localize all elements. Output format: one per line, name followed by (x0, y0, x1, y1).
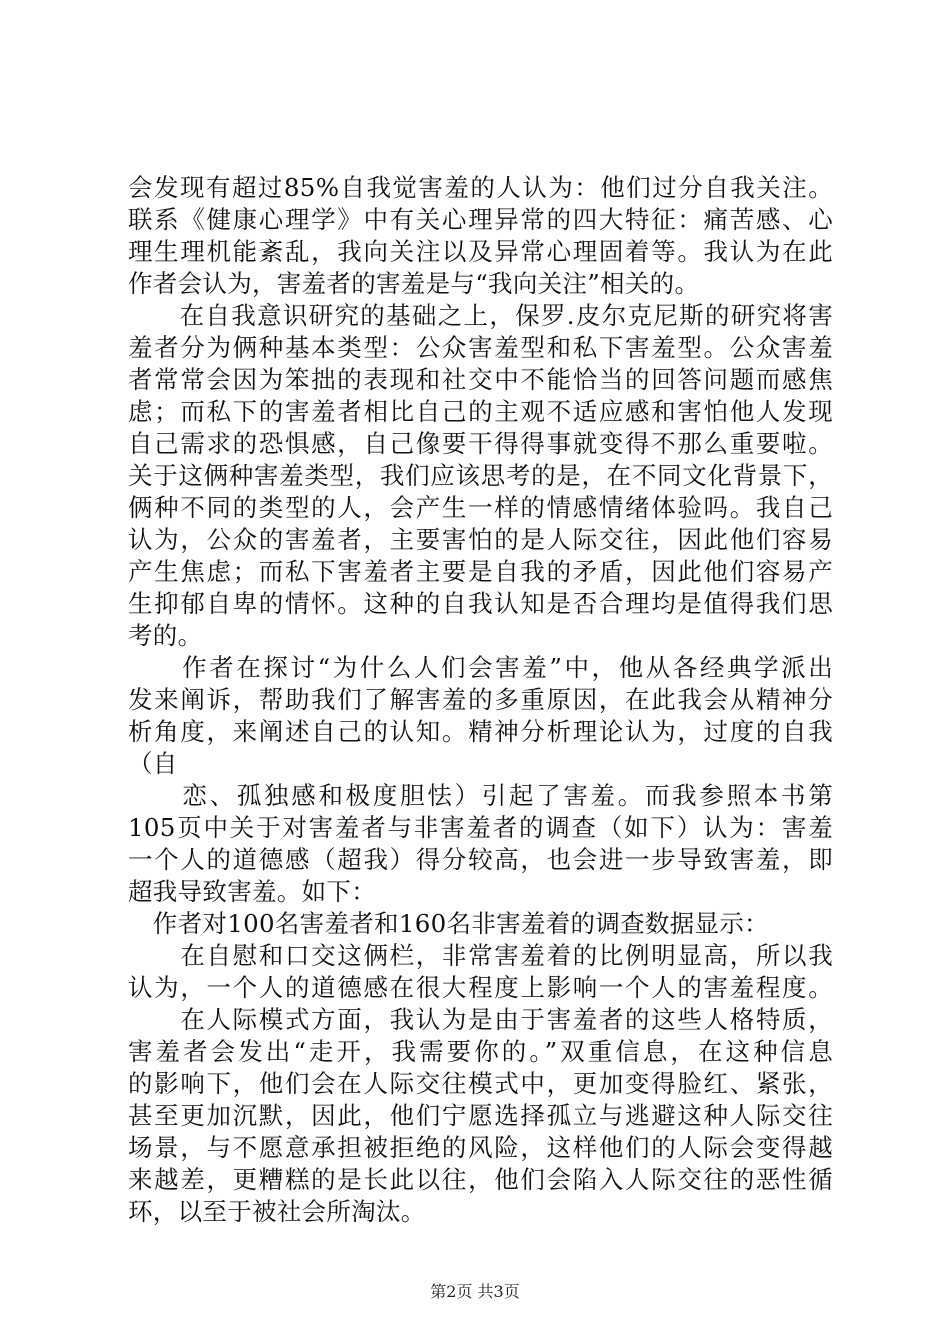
text-line: 自己需求的恐惧感，自己像要干得得事就变得不那么重要啦。 (128, 429, 833, 458)
text-line: 一个人的道德感（超我）得分较高，也会进一步导致害羞，即 (128, 845, 833, 874)
text-line: 虑；而私下的害羞者相比自己的主观不适应感和害怕他人发现 (128, 397, 833, 426)
text-line: 作者会认为，害羞者的害羞是与“我向关注”相关的。 (128, 269, 700, 298)
text-line: 105页中关于对害羞者与非害羞者的调查（如下）认为：害羞 (128, 813, 833, 842)
text-line: 关于这俩种害羞类型，我们应该思考的是，在不同文化背景下， (128, 461, 833, 490)
text-line: （自 (128, 749, 178, 778)
text-line: 场景，与不愿意承担被拒绝的风险，这样他们的人际会变得越 (128, 1133, 833, 1162)
page-footer: 第2页 共3页 (430, 1282, 520, 1301)
text-line: 产生焦虑；而私下害羞者主要是自我的矛盾，因此他们容易产 (128, 557, 833, 586)
text-line: 理生理机能紊乱，我向关注以及异常心理固着等。我认为在此 (128, 237, 833, 266)
text-line: 的影响下，他们会在人际交往模式中，更加变得脸红、紧张， (128, 1069, 833, 1098)
text-line: 作者在探讨“为什么人们会害羞”中，他从各经典学派出 (128, 653, 833, 682)
text-line: 恋、孤独感和极度胆怯）引起了害羞。而我参照本书第 (128, 781, 833, 810)
text-line: 甚至更加沉默，因此，他们宁愿选择孤立与逃避这种人际交往 (128, 1101, 833, 1130)
text-line: 发来阐诉，帮助我们了解害羞的多重原因，在此我会从精神分 (128, 685, 833, 714)
text-line: 俩种不同的类型的人，会产生一样的情感情绪体验吗。我自己 (128, 493, 833, 522)
text-line: 作者对100名害羞者和160名非害羞着的调查数据显示： (128, 909, 769, 938)
text-line: 环，以至于被社会所淘汰。 (128, 1197, 426, 1226)
text-line: 在自慰和口交这俩栏，非常害羞着的比例明显高，所以我 (128, 941, 833, 970)
text-line: 联系《健康心理学》中有关心理异常的四大特征：痛苦感、心 (128, 205, 833, 234)
text-line: 害羞者会发出“走开，我需要你的。”双重信息，在这种信息 (128, 1037, 833, 1066)
text-line: 来越差，更糟糕的是长此以往，他们会陷入人际交往的恶性循 (128, 1165, 833, 1194)
text-line: 在自我意识研究的基础之上，保罗.皮尔克尼斯的研究将害 (128, 301, 833, 330)
text-line: 析角度，来阐述自己的认知。精神分析理论认为，过度的自我 (128, 717, 833, 746)
text-line: 认为，公众的害羞者，主要害怕的是人际交往，因此他们容易 (128, 525, 833, 554)
text-line: 认为，一个人的道德感在很大程度上影响一个人的害羞程度。 (128, 973, 833, 1002)
text-line: 在人际模式方面，我认为是由于害羞者的这些人格特质， (128, 1005, 833, 1034)
text-line: 生抑郁自卑的情怀。这种的自我认知是否合理均是值得我们思 (128, 589, 833, 618)
text-line: 考的。 (128, 621, 203, 650)
text-line: 超我导致害羞。如下： (128, 877, 376, 906)
text-line: 会发现有超过85%自我觉害羞的人认为：他们过分自我关注。 (128, 173, 833, 202)
text-line: 羞者分为俩种基本类型：公众害羞型和私下害羞型。公众害羞 (128, 333, 833, 362)
body-text (128, 172, 833, 1228)
text-line: 者常常会因为笨拙的表现和社交中不能恰当的回答问题而感焦 (128, 365, 833, 394)
